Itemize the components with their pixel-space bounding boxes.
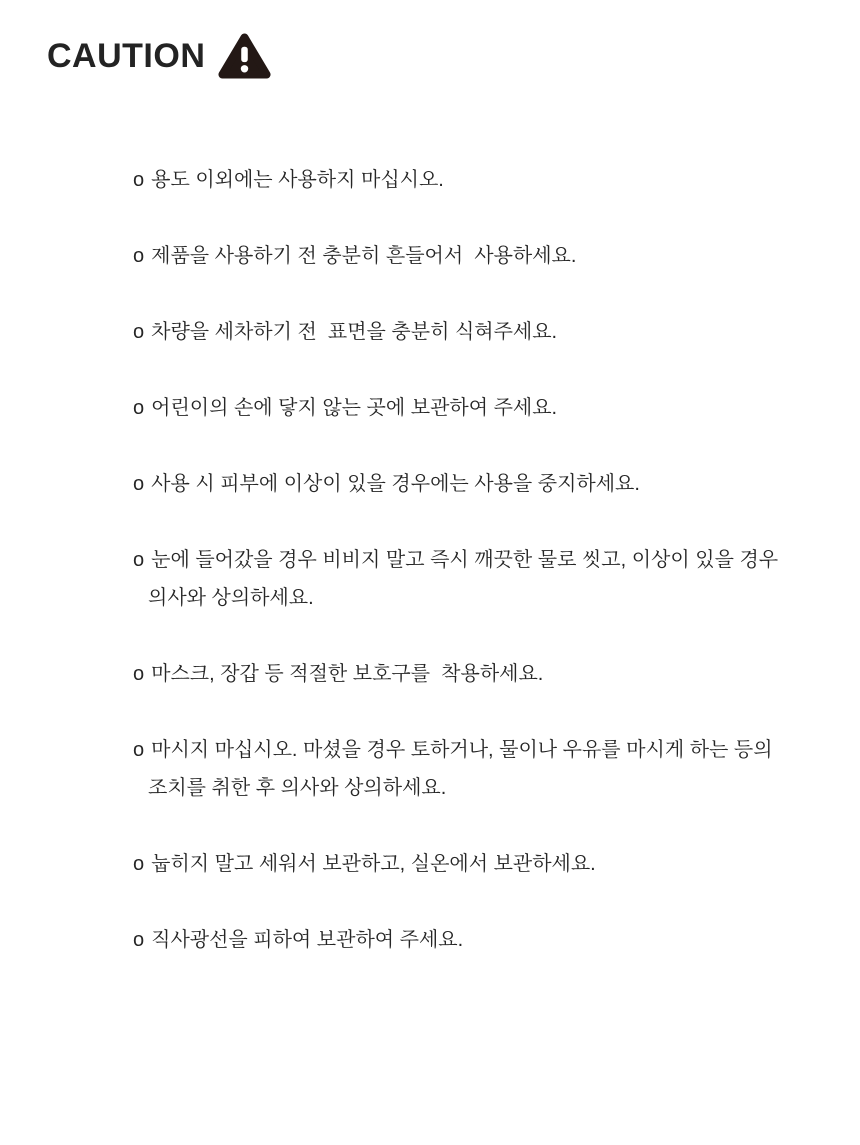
- list-item-text: 눈에 들어갔을 경우 비비지 말고 즉시 깨끗한 물로 씻고, 이상이 있을 경우: [151, 549, 779, 571]
- warning-triangle-icon: [218, 30, 271, 82]
- bullet-marker: o: [133, 663, 145, 685]
- caution-list: [133, 161, 833, 997]
- list-item: [133, 237, 833, 275]
- list-item-text: 마시지 마십시오. 마셨을 경우 토하거나, 물이나 우유를 마시게 하는 등의: [151, 739, 773, 761]
- list-item-text: 어린이의 손에 닿지 않는 곳에 보관하여 주세요.: [151, 397, 558, 419]
- bullet-marker: o: [133, 397, 145, 419]
- list-item-line: 조치를 취한 후 의사와 상의하세요.: [148, 777, 447, 799]
- list-item: [133, 921, 833, 959]
- caution-header: [47, 30, 271, 82]
- bullet-marker: o: [133, 473, 145, 495]
- bullet-marker: o: [133, 739, 145, 761]
- list-item: [133, 731, 833, 807]
- list-item-line: [133, 731, 833, 769]
- list-item: [133, 465, 833, 503]
- bullet-marker: o: [133, 853, 145, 875]
- bullet-marker: o: [133, 321, 145, 343]
- list-item-text: 마스크, 장갑 등 적절한 보호구를 착용하세요.: [151, 663, 544, 685]
- list-item-text: 제품을 사용하기 전 충분히 흔들어서 사용하세요.: [151, 245, 577, 267]
- bullet-marker: o: [133, 245, 145, 267]
- list-item: [133, 541, 833, 617]
- list-item-line: [133, 845, 833, 883]
- list-item-line: [133, 655, 833, 693]
- bullet-marker: o: [133, 549, 145, 571]
- bullet-marker: o: [133, 929, 145, 951]
- list-item-text: 용도 이외에는 사용하지 마십시오.: [151, 169, 444, 191]
- list-item-line: [133, 313, 833, 351]
- list-item: [133, 313, 833, 351]
- list-item-text: 직사광선을 피하여 보관하여 주세요.: [151, 929, 464, 951]
- page-title: CAUTION: [47, 37, 206, 75]
- list-item: [133, 655, 833, 693]
- list-item-line: 의사와 상의하세요.: [148, 587, 314, 609]
- list-item-line: [133, 465, 833, 503]
- list-item-line: [133, 921, 833, 959]
- list-item-text: 눕히지 말고 세워서 보관하고, 실온에서 보관하세요.: [151, 853, 596, 875]
- list-item-line: [133, 541, 833, 579]
- list-item: [133, 845, 833, 883]
- list-item: [133, 389, 833, 427]
- list-item-line: [133, 161, 833, 199]
- list-item-line: [133, 389, 833, 427]
- list-item-text: 차량을 세차하기 전 표면을 충분히 식혀주세요.: [151, 321, 558, 343]
- list-item-line: [133, 237, 833, 275]
- bullet-marker: o: [133, 169, 145, 191]
- list-item: [133, 161, 833, 199]
- list-item-text: 사용 시 피부에 이상이 있을 경우에는 사용을 중지하세요.: [151, 473, 640, 495]
